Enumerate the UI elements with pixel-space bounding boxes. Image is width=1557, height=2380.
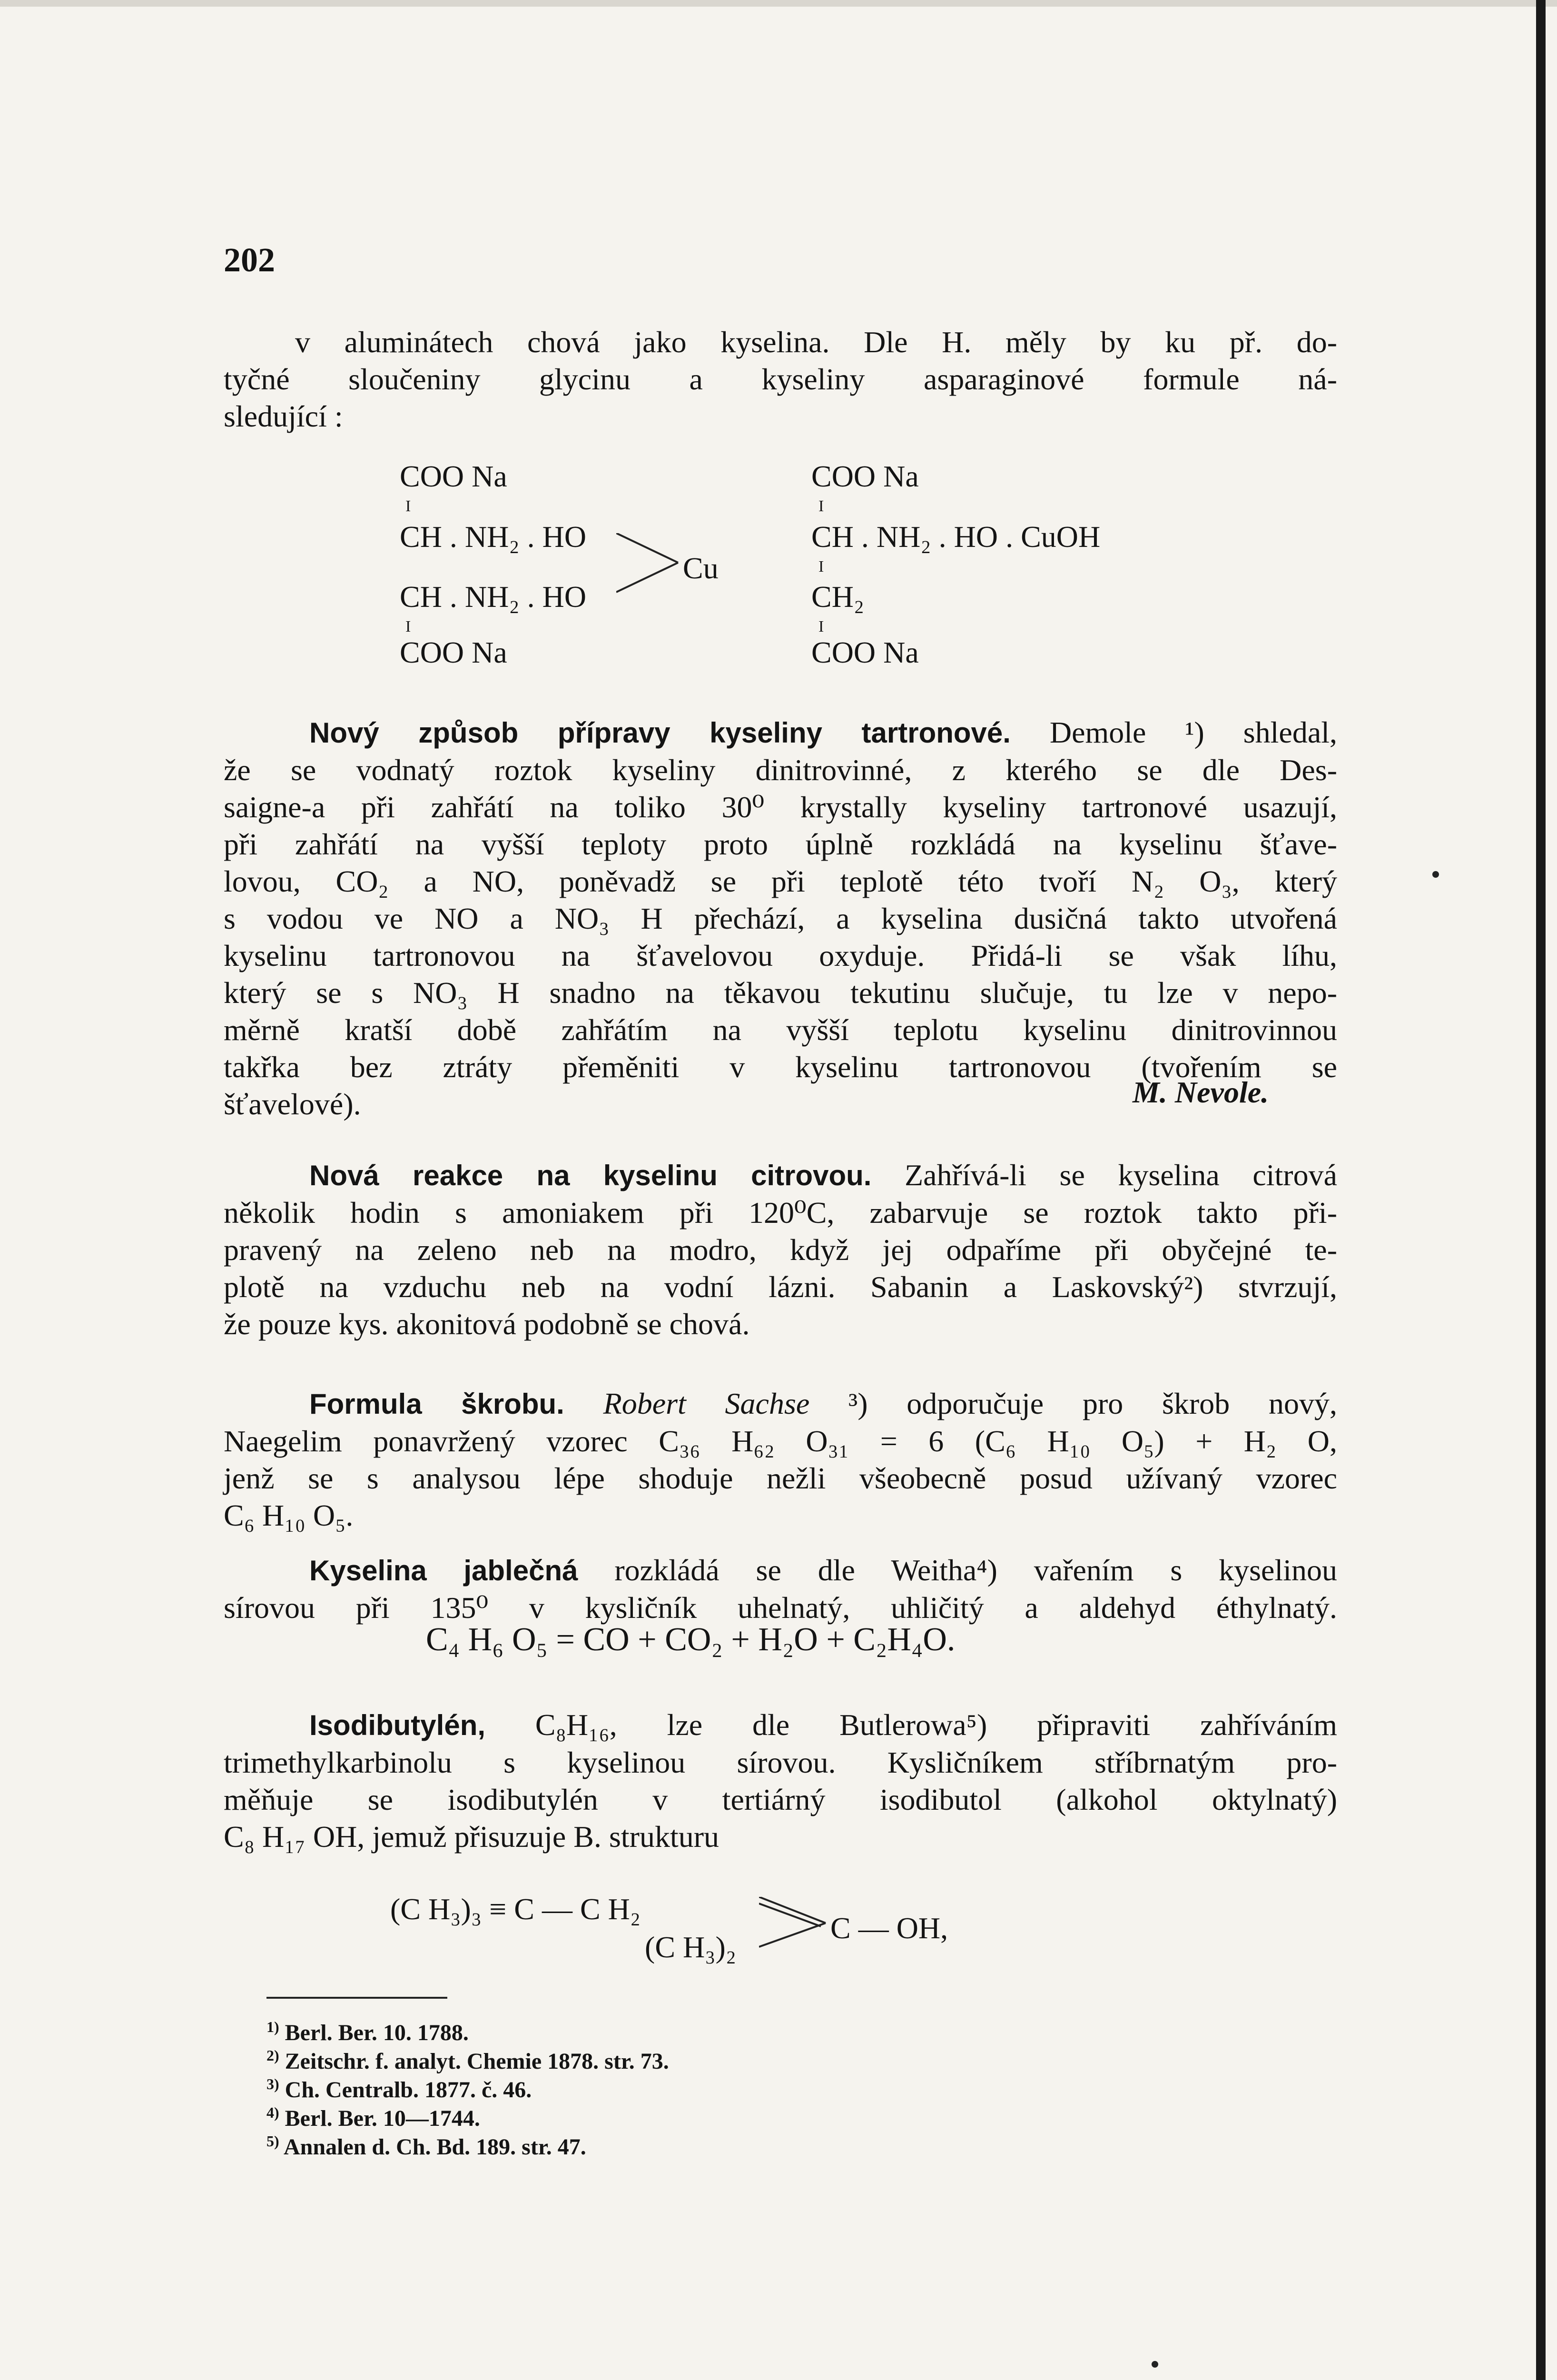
- section-line: lovou, CO₂ a NO, poněvadž se při teplotě této tvoří N₂ O₃, který: [224, 864, 1337, 898]
- section-line: měrně kratší době zahřátím na vyšší teplotu kyselinu dinitrovinnou: [224, 1013, 1337, 1047]
- section-first-line: [309, 1385, 1337, 1423]
- footnote-mark: 4): [266, 2104, 279, 2121]
- intro-line: sledující :: [224, 399, 343, 433]
- scan-border-top: [0, 0, 1557, 7]
- footnote-mark: 2): [266, 2047, 279, 2064]
- section-line: saigne-a při zahřátí na toliko 30⁰ krystally kyseliny tartronové usazují,: [224, 790, 1337, 824]
- starch-formula-section: [224, 1385, 1337, 1534]
- intro-paragraph: [224, 324, 1337, 435]
- glycine-formula-line-2: CH . NH₂ . HO: [400, 520, 587, 554]
- section-heading: Nový způsob přípravy kyseliny tartronové.: [309, 717, 1011, 749]
- footnote-text: Ch. Centralb. 1877. č. 46.: [285, 2077, 532, 2102]
- structure-bond-lines: [759, 1897, 830, 1949]
- section-line: Naegelim ponavržený vzorec C₃₆ H₆₂ O₃₁ = 6 (C₆ H₁₀ O₅) + H₂ O,: [224, 1424, 1337, 1458]
- section-text: ³) odporučuje pro škrob nový,: [848, 1387, 1338, 1420]
- footnote-4: [266, 2104, 480, 2132]
- copper-symbol: Cu: [683, 551, 719, 585]
- section-text: rozkládá se dle Weitha⁴) vařením s kyselinou: [614, 1553, 1337, 1587]
- section-first-line: [309, 1552, 1337, 1589]
- section-line: trimethylkarbinolu s kyselinou sírovou. Kysličníkem stříbrnatým pro-: [224, 1745, 1337, 1779]
- footnote-2: [266, 2047, 669, 2074]
- section-line: při zahřátí na vyšší teploty proto úplně rozkládá na kyselinu šťave-: [224, 827, 1337, 861]
- intro-line: v aluminátech chová jako kyselina. Dle H. měly by ku př. do-: [295, 325, 1337, 359]
- section-line: šťavelové).: [224, 1087, 361, 1121]
- intro-line: tyčné sloučeniny glycinu a kyseliny asparaginové formule ná-: [224, 362, 1337, 396]
- page-number: 202: [224, 241, 275, 279]
- section-line: plotě na vzduchu neb na vodní lázni. Sabanin a Laskovský²) stvrzují,: [224, 1270, 1337, 1304]
- section-line: že pouze kys. akonitová podobně se chová.: [224, 1307, 750, 1341]
- section-line: který se s NO₃ H snadno na těkavou tekutinu slučuje, tu lze v nepo-: [224, 976, 1337, 1010]
- section-first-line: [309, 1157, 1337, 1194]
- footnote-5: [266, 2132, 586, 2160]
- glycine-formula-line-1: COO Na: [400, 459, 507, 493]
- section-line: měňuje se isodibutylén v tertiárný isodibutol (alkohol oktylnatý): [224, 1783, 1337, 1816]
- section-heading: Nová reakce na kyselinu citrovou.: [309, 1160, 872, 1191]
- section-text: Zahřívá-li se kyselina citrová: [905, 1158, 1337, 1192]
- footnote-text: Zeitschr. f. analyt. Chemie 1878. str. 73.: [285, 2049, 669, 2074]
- asparagine-formula-line-2: CH . NH₂ . HO . CuOH: [811, 520, 1101, 554]
- section-heading: Isodibutylén,: [309, 1709, 486, 1741]
- scan-border-right: [1536, 0, 1546, 2380]
- glycine-formula-line-4: COO Na: [400, 635, 507, 669]
- section-line: že se vodnatý roztok kyseliny dinitrovinné, z kterého se dle Des-: [224, 753, 1337, 787]
- footnote-text: Berl. Ber. 10. 1788.: [285, 2020, 469, 2045]
- tartronic-acid-section: [224, 714, 1337, 1123]
- author-signature: M. Nevole.: [1133, 1075, 1269, 1109]
- structure-bottom: (C H₃)₂: [645, 1930, 737, 1964]
- section-line: několik hodin s amoniakem při 120⁰C, zabarvuje se roztok takto při-: [224, 1196, 1337, 1230]
- footnote-1: [266, 2018, 469, 2046]
- section-line: sírovou při 135⁰ v kysličník uhelnatý, uhličitý a aldehyd éthylnatý.: [224, 1591, 1337, 1625]
- malic-acid-equation: C₄ H₆ O₅ = CO + CO₂ + H₂O + C₂H₄O.: [426, 1621, 956, 1658]
- structure-left: (C H₃)₃ ≡ C — C H₂: [390, 1892, 641, 1926]
- footnote-mark: 3): [266, 2075, 279, 2092]
- asparagine-formula-line-3: CH₂: [811, 580, 865, 614]
- footnote-rule: [266, 1997, 447, 1999]
- section-line: C₈ H₁₇ OH, jemuž přisuzuje B. strukturu: [224, 1820, 719, 1854]
- section-heading: Formula škrobu.: [309, 1388, 564, 1420]
- section-line: s vodou ve NO a NO₃ H přechází, a kyselina dusičná takto utvořená: [224, 902, 1337, 935]
- footnote-mark: 5): [266, 2132, 279, 2150]
- ink-speck: [1152, 2361, 1158, 2368]
- section-first-line: [309, 714, 1337, 752]
- glycine-formula-line-3: CH . NH₂ . HO: [400, 580, 587, 614]
- bond-mark: I: [405, 618, 411, 635]
- bond-mark: I: [405, 497, 411, 515]
- section-text: Demole ¹) shledal,: [1049, 715, 1338, 749]
- citric-acid-section: [224, 1157, 1337, 1343]
- footnote-3: [266, 2075, 532, 2103]
- bond-mark: I: [818, 618, 824, 635]
- section-line: kyselinu tartronovou na šťavelovou oxyduje. Přidá-li se však líhu,: [224, 939, 1337, 972]
- section-first-line: [309, 1706, 1337, 1744]
- footnote-mark: 1): [266, 2018, 279, 2035]
- structure-right: C — OH,: [830, 1911, 948, 1945]
- section-line: pravený na zeleno neb na modro, když jej odpaříme při obyčejné te-: [224, 1233, 1337, 1267]
- malic-acid-section: [224, 1552, 1337, 1626]
- footnote-text: Annalen d. Ch. Bd. 189. str. 47.: [284, 2134, 586, 2160]
- asparagine-formula-line-1: COO Na: [811, 459, 919, 493]
- asparagine-formula-line-4: COO Na: [811, 635, 919, 669]
- section-heading: Kyselina jablečná: [309, 1555, 578, 1587]
- isodibutylene-section: [224, 1706, 1337, 1855]
- section-text: C₈H₁₆, lze dle Butlerowa⁵) připraviti zahříváním: [535, 1708, 1338, 1742]
- section-line: C₆ H₁₀ O₅.: [224, 1498, 354, 1532]
- ink-speck: [1432, 871, 1439, 878]
- section-line: jenž se s analysou lépe shoduje nežli všeobecně posud užívaný vzorec: [224, 1461, 1337, 1495]
- footnote-text: Berl. Ber. 10—1744.: [285, 2106, 480, 2131]
- section-line: takřka bez ztráty přeměniti v kyselinu tartronovou (tvořením se: [224, 1050, 1337, 1084]
- copper-bridge-lines: [616, 533, 683, 595]
- bond-mark: I: [818, 497, 824, 515]
- author-name: Robert Sachse: [603, 1387, 810, 1420]
- bond-mark: I: [818, 558, 824, 575]
